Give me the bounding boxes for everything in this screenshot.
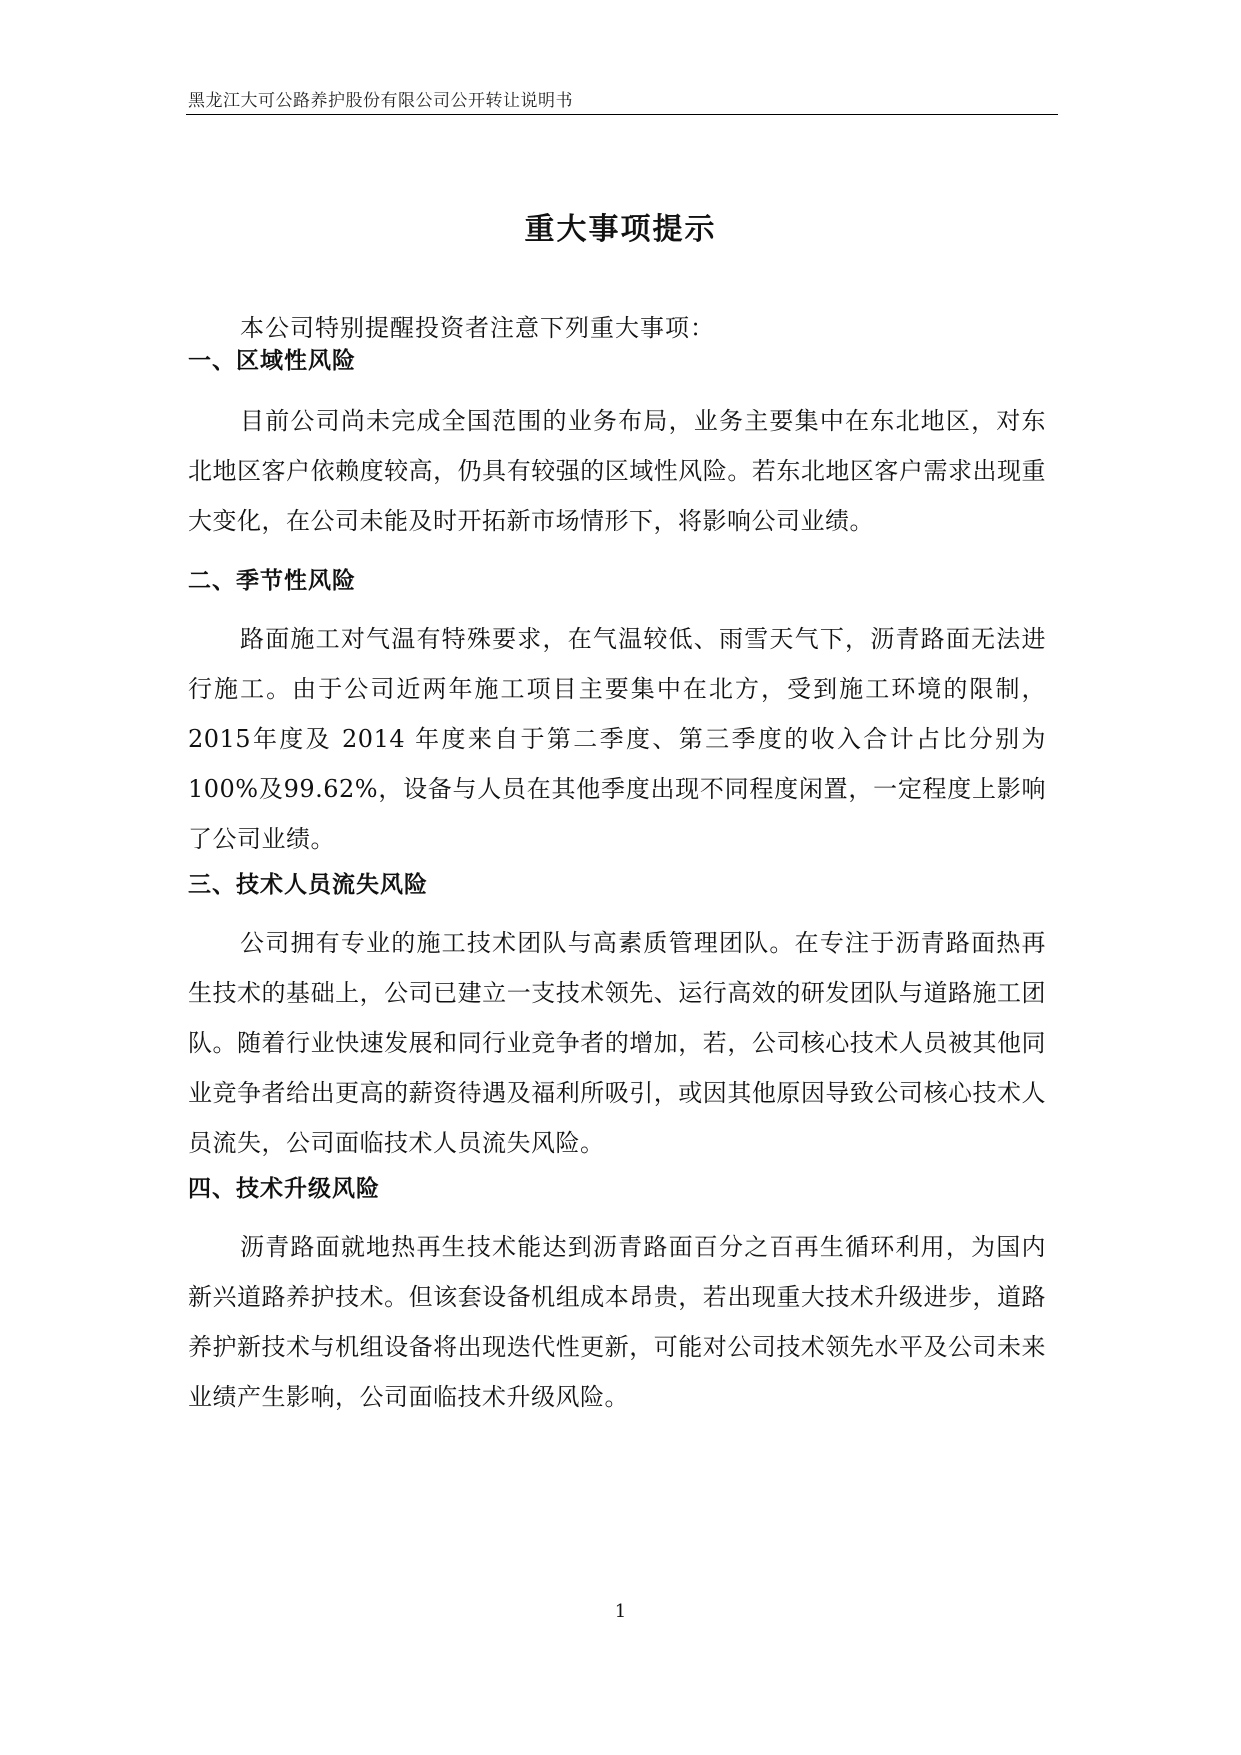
intro-text: 本公司特别提醒投资者注意下列重大事项： (240, 314, 715, 342)
page-number: 1 (614, 1601, 627, 1622)
section-body-tech-upgrade-risk: 沥青路面就地热再生技术能达到沥青路面百分之百再生循环利用，为国内新兴道路养护技术。但该套设备机组成本昂贵，若出现重大技术升级进步，道路养护新技术与机组设备将出现迭代性更新，可能对公司技术领先水平及公司未来业绩产生影响，公司面临技术升级风险。 (188, 1233, 1046, 1411)
section-body-regional-risk: 目前公司尚未完成全国范围的业务布局，业务主要集中在东北地区，对东北地区客户依赖度较高，仍具有较强的区域性风险。若东北地区客户需求出现重大变化，在公司未能及时开拓新市场情形下，将影响公司业绩。 (188, 407, 1046, 535)
section-body-staff-loss-risk: 公司拥有专业的施工技术团队与高素质管理团队。在专注于沥青路面热再生技术的基础上，公司已建立一支技术领先、运行高效的研发团队与道路施工团队。随着行业快速发展和同行业竞争者的增加，若，公司核心技术人员被其他同业竞争者给出更高的薪资待遇及福利所吸引，或因其他原因导致公司核心技术人员流失，公司面临技术人员流失风险。 (188, 929, 1046, 1157)
section-heading-seasonal-risk: 二、季节性风险 (188, 568, 356, 594)
page-title: 重大事项提示 (524, 212, 717, 247)
section-heading-regional-risk: 一、区域性风险 (188, 348, 356, 374)
running-header: 黑龙江大可公路养护股份有限公司公开转让说明书 (188, 91, 573, 111)
header-rule (186, 114, 1058, 115)
section-heading-tech-upgrade-risk: 四、技术升级风险 (188, 1176, 380, 1202)
section-body-seasonal-risk: 路面施工对气温有特殊要求，在气温较低、雨雪天气下，沥青路面无法进行施工。由于公司近两年施工项目主要集中在北方，受到施工环境的限制，2015年度及 2014 年度来自于第二季度、第三季度的收入合计占比分别为 100%及99.62%，设备与人员在其他季度出现不同程度闲置，一定程度上影响了公司业绩。 (188, 625, 1046, 853)
section-heading-staff-loss-risk: 三、技术人员流失风险 (188, 872, 428, 898)
